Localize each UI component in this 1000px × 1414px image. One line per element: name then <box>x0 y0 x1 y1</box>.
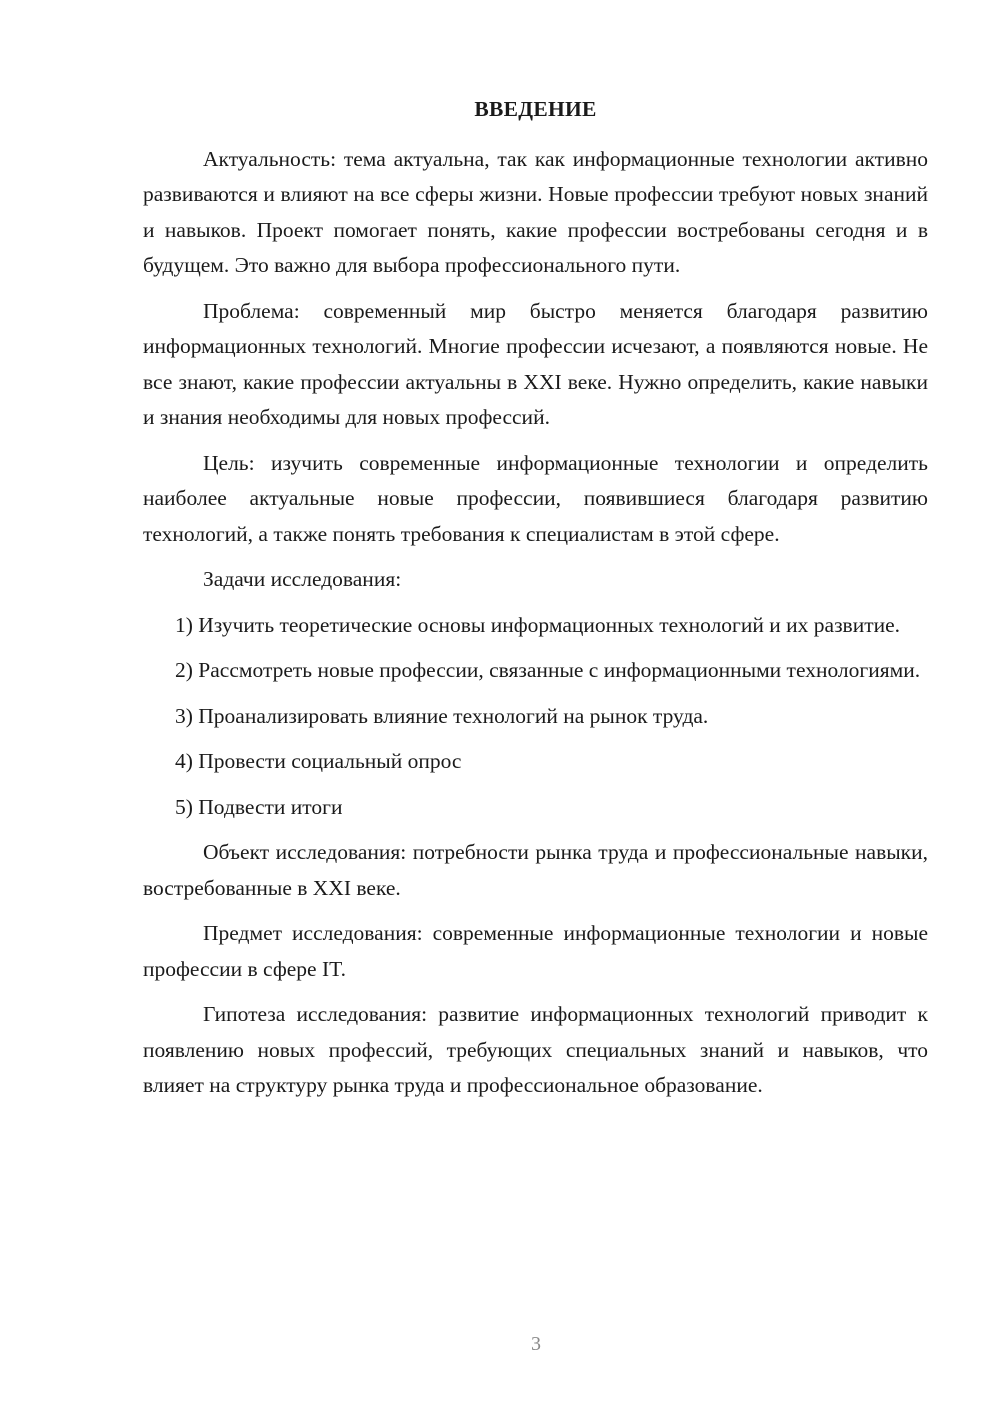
paragraph-subject: Предмет исследования: современные информационные технологии и новые профессии в сфере IT. <box>143 921 928 981</box>
paragraph-object: Объект исследования: потребности рынка труда и профессиональные навыки, востребованные в XXI веке. <box>143 840 928 900</box>
page-number: 3 <box>531 1333 541 1355</box>
task-item: 1) Изучить теоретические основы информационных технологий и их развитие. <box>175 612 901 637</box>
tasks-heading: Задачи исследования: <box>203 567 402 591</box>
task-item: 2) Рассмотреть новые профессии, связанные с информационными технологиями. <box>175 658 921 682</box>
task-item: 5) Подвести итоги <box>175 794 343 819</box>
page-title: ВВЕДЕНИЕ <box>474 97 597 121</box>
task-item: 3) Проанализировать влияние технологий на рынок труда. <box>175 703 709 728</box>
paragraph-relevance: Актуальность: тема актуальна, так как информационные технологии активно развиваются и влияют на все сферы жизни. Новые профессии требуют новых знаний и навыков. Проект помогает понять, какие профессии востребованы сегодня и в будущем. Это важно для выбора профессионального пути. <box>143 146 928 277</box>
task-item: 4) Провести социальный опрос <box>175 749 462 773</box>
paragraph-problem: Проблема: современный мир быстро меняется благодаря развитию информационных технологий. Многие профессии исчезают, а появляются новые. Не все знают, какие профессии актуальны в XXI веке. Нужно определить, какие навыки и знания необходимы для новых профессий. <box>143 298 928 429</box>
document-page <box>143 92 928 1114</box>
paragraph-goal: Цель: изучить современные информационные технологии и определить наиболее актуальные новые профессии, появившиеся благодаря развитию технологий, а также понять требования к специалистам в этой сфере. <box>143 450 928 546</box>
paragraph-hypothesis: Гипотеза исследования: развитие информационных технологий приводит к появлению новых профессий, требующих специальных знаний и навыков, что влияет на структуру рынка труда и профессиональное образование. <box>143 1002 928 1097</box>
